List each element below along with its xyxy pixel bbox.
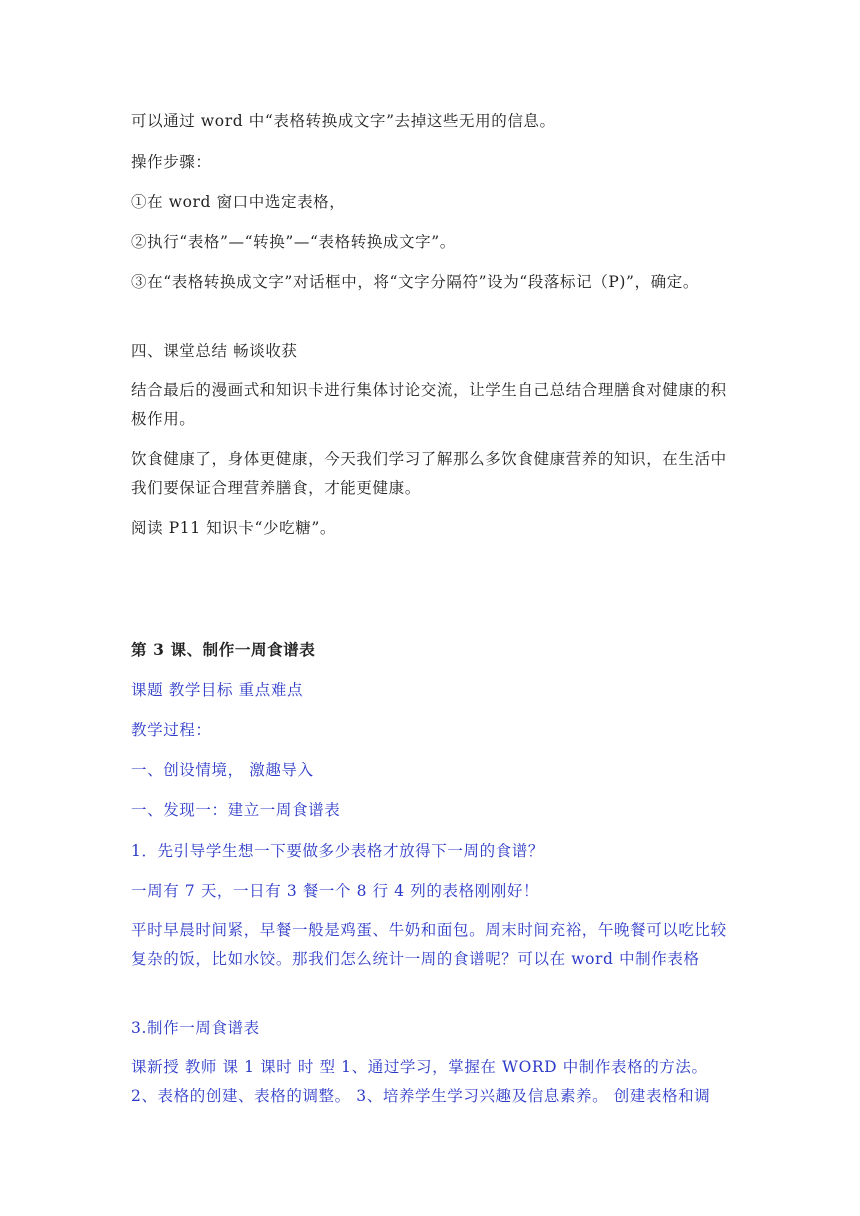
paragraph-step-3: ③在“表格转换成文字”对话框中，将“文字分隔符”设为“段落标记（P)”，确定。 — [131, 273, 699, 291]
paragraph-discovery-one: 一、发现一：建立一周食谱表 — [131, 801, 341, 819]
paragraph-healthy-diet: 饮食健康了，身体更健康，今天我们学习了解那么多饮食健康营养的知识，在生活中我们要保证合理营养膳食，才能更健康。 — [131, 450, 727, 497]
paragraph-read-card: 阅读 P11 知识卡“少吃糖”。 — [131, 519, 336, 537]
paragraph-table-to-text: 可以通过 word 中“表格转换成文字”去掉这些无用的信息。 — [131, 112, 556, 130]
paragraph-week-table: 一周有 7 天，一日有 3 餐一个 8 行 4 列的表格刚刚好！ — [131, 882, 540, 900]
paragraph-intro: 一、创设情境， 激趣导入 — [131, 761, 314, 779]
paragraph-step-2: ②执行“表格”—“转换”—“表格转换成文字”。 — [131, 233, 456, 251]
paragraph-steps-label: 操作步骤： — [131, 153, 212, 171]
paragraph-make-table: 3.制作一周食谱表 — [131, 1019, 260, 1037]
paragraph-guide-question: 1．先引导学生想一下要做多少表格才放得下一周的食谱？ — [131, 842, 544, 860]
paragraph-section-four: 四、课堂总结 畅谈收获 — [131, 342, 298, 360]
paragraph-lesson-meta: 课题 教学目标 重点难点 — [131, 681, 304, 699]
paragraph-summary: 结合最后的漫画式和知识卡进行集体讨论交流，让学生自己总结合理膳食对健康的积极作用。 — [131, 381, 727, 428]
paragraph-breakfast: 平时早晨时间紧，早餐一般是鸡蛋、牛奶和面包。周末时间充裕，午晚餐可以吃比较复杂的饭，比如水饺。那我们怎么统计一周的食谱呢？可以在 word 中制作表格 — [131, 921, 727, 968]
lesson-heading: 第 3 课、制作一周食谱表 — [131, 640, 316, 659]
paragraph-teaching-process: 教学过程： — [131, 721, 212, 739]
paragraph-step-1: ①在 word 窗口中选定表格， — [131, 193, 346, 211]
paragraph-new-lesson: 课新授 教师 课 1 课时 时 型 1、通过学习，掌握在 WORD 中制作表格的方法。2、表格的创建、表格的调整。 3、培养学生学习兴趣及信息素养。 创建表格和调 — [131, 1058, 711, 1105]
